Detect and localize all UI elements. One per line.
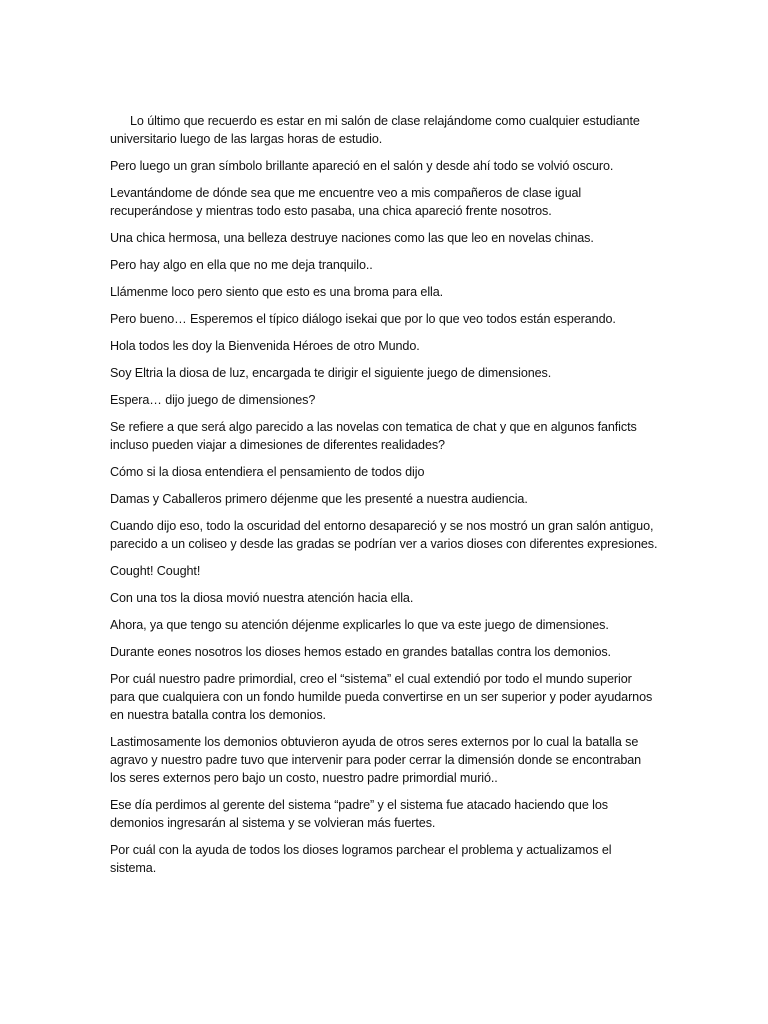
paragraph: Por cuál nuestro padre primordial, creo el “sistema” el cual extendió por todo el mundo superior para que cualquiera con un fondo humilde pueda convertirse en un ser superior y poder ayudarnos en nuestra batalla contra los demonios. bbox=[110, 672, 653, 722]
paragraph: Pero bueno… Esperemos el típico diálogo isekai que por lo que veo todos están esperando. bbox=[110, 312, 616, 326]
document-body bbox=[110, 112, 658, 886]
paragraph: Lastimosamente los demonios obtuvieron ayuda de otros seres externos por lo cual la batalla se agravo y nuestro padre tuvo que intervenir para poder cerrar la dimensión donde se encontraban los seres externos pero bajo un costo, nuestro padre primordial murió.. bbox=[110, 735, 642, 785]
paragraph: Por cuál con la ayuda de todos los dioses logramos parchear el problema y actualizamos el sistema. bbox=[110, 843, 612, 875]
paragraph: Con una tos la diosa movió nuestra atención hacia ella. bbox=[110, 591, 414, 605]
paragraph: Durante eones nosotros los dioses hemos estado en grandes batallas contra los demonios. bbox=[110, 645, 611, 659]
paragraph: Soy Eltria la diosa de luz, encargada te dirigir el siguiente juego de dimensiones. bbox=[110, 366, 552, 380]
paragraph: Hola todos les doy la Bienvenida Héroes de otro Mundo. bbox=[110, 339, 420, 353]
paragraph: Cuando dijo eso, todo la oscuridad del entorno desapareció y se nos mostró un gran salón antiguo, parecido a un coliseo y desde las gradas se podrían ver a varios dioses con diferentes expresiones. bbox=[110, 519, 658, 551]
paragraph: Cought! Cought! bbox=[110, 564, 201, 578]
paragraph: Ahora, ya que tengo su atención déjenme explicarles lo que va este juego de dimensiones. bbox=[110, 618, 609, 632]
paragraph: Levantándome de dónde sea que me encuentre veo a mis compañeros de clase igual recuperándose y mientras todo esto pasaba, una chica apareció frente nosotros. bbox=[110, 186, 582, 218]
paragraph: Se refiere a que será algo parecido a las novelas con tematica de chat y que en algunos fanficts incluso pueden viajar a dimesiones de diferentes realidades? bbox=[110, 420, 637, 452]
paragraph: Lo último que recuerdo es estar en mi salón de clase relajándome como cualquier estudiante universitario luego de las largas horas de estudio. bbox=[110, 114, 640, 146]
paragraph: Pero hay algo en ella que no me deja tranquilo.. bbox=[110, 258, 373, 272]
paragraph: Una chica hermosa, una belleza destruye naciones como las que leo en novelas chinas. bbox=[110, 231, 594, 245]
paragraph: Ese día perdimos al gerente del sistema “padre” y el sistema fue atacado haciendo que los demonios ingresarán al sistema y se volvieran más fuertes. bbox=[110, 798, 608, 830]
paragraph: Llámenme loco pero siento que esto es una broma para ella. bbox=[110, 285, 444, 299]
paragraph: Espera… dijo juego de dimensiones? bbox=[110, 393, 316, 407]
paragraph: Pero luego un gran símbolo brillante apareció en el salón y desde ahí todo se volvió oscuro. bbox=[110, 159, 614, 173]
paragraph: Damas y Caballeros primero déjenme que les presenté a nuestra audiencia. bbox=[110, 492, 528, 506]
paragraph: Cómo si la diosa entendiera el pensamiento de todos dijo bbox=[110, 465, 425, 479]
